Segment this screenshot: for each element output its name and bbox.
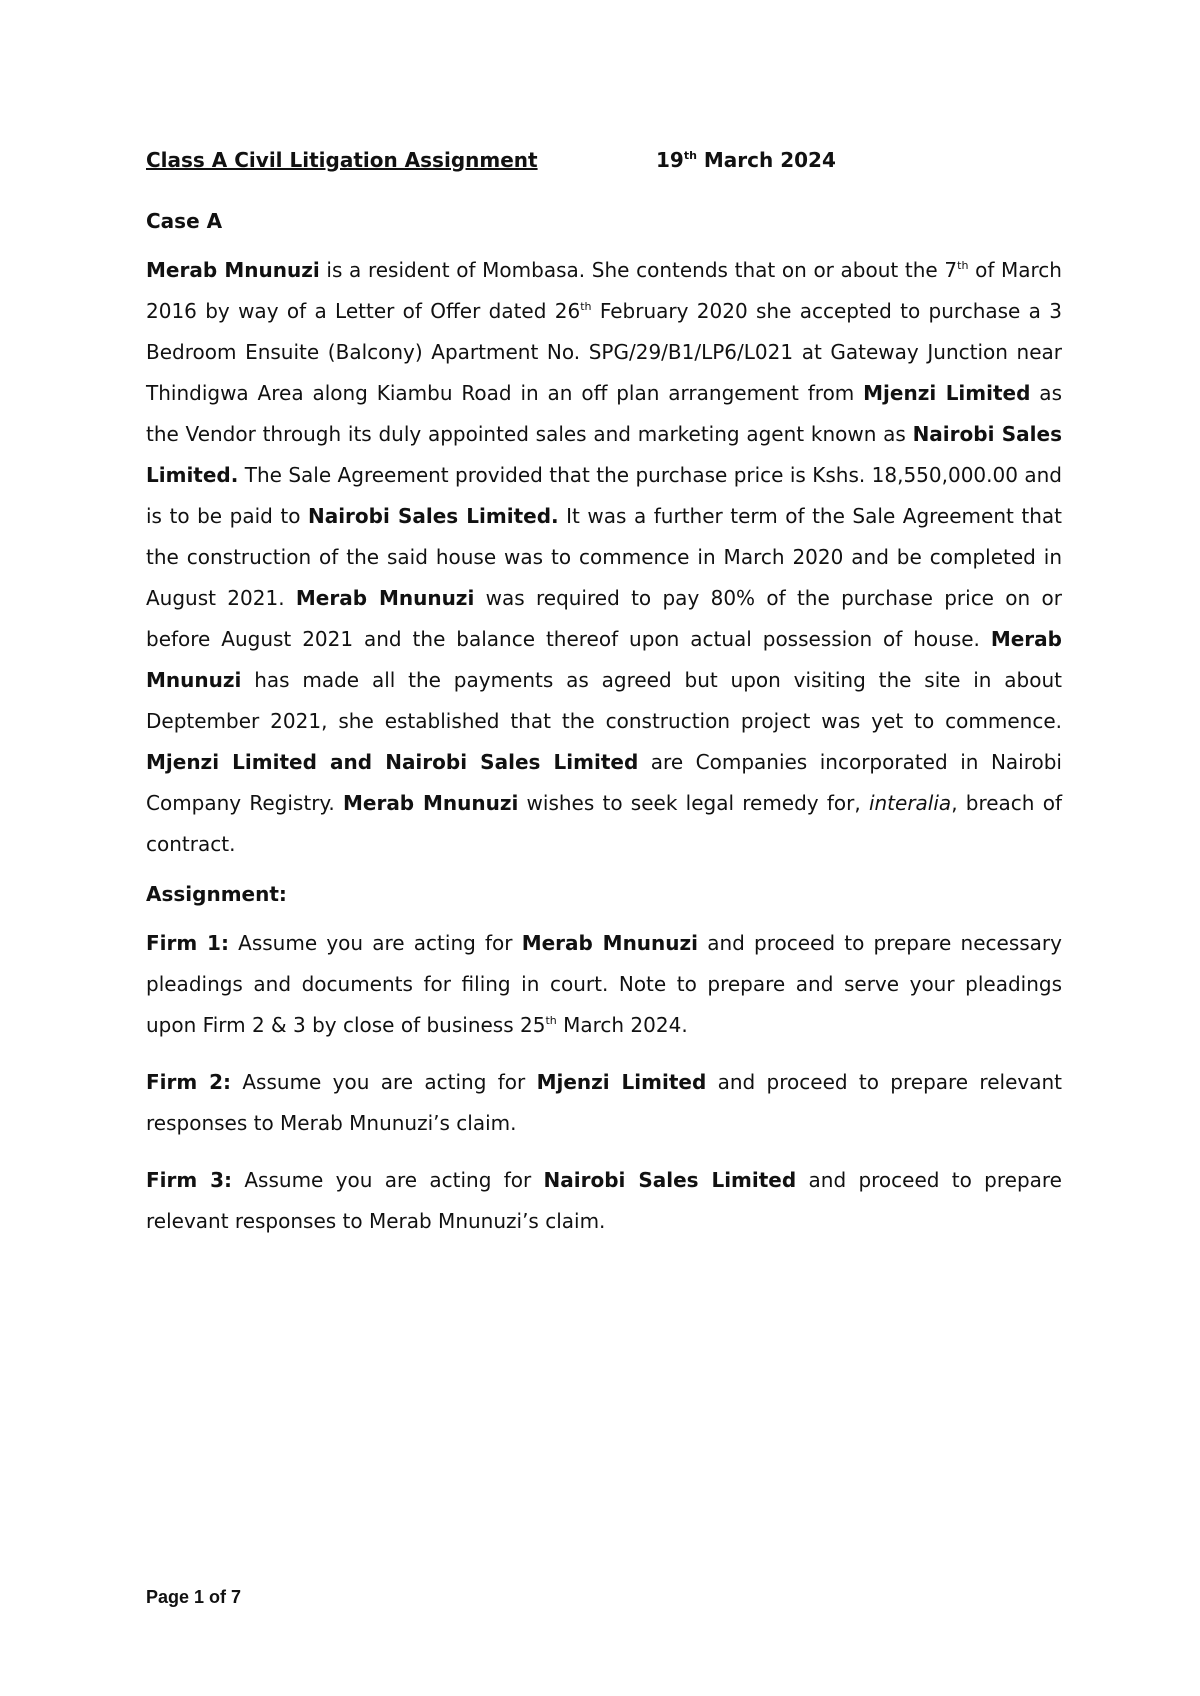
page-footer: Page 1 of 7 <box>146 1587 242 1607</box>
firm-2-paragraph: Firm 2: Assume you are acting for Mjenzi Limited and proceed to prepare relevant responses to Merab Mnunuzi’s claim. <box>146 1070 1062 1135</box>
case-facts-paragraph: Merab Mnunuzi is a resident of Mombasa. She contends that on or about the 7th of March 2016 by way of a Letter of Offer dated 26th February 2020 she accepted to purchase a 3 Bedroom Ensuite (Balcony) Apartment No. SPG/29/B1/LP6/L021 at Gateway Junction near Thindigwa Area along Kiambu Road in an off plan arrangement from Mjenzi Limited as the Vendor through its duly appointed sales and marketing agent known as Nairobi Sales Limited. The Sale Agreement provided that the purchase price is Kshs. 18,550,000.00 and is to be paid to Nairobi Sales Limited. It was a further term of the Sale Agreement that the construction of the said house was to commence in March 2020 and be completed in August 2021. Merab Mnunuzi was required to pay 80% of the purchase price on or before August 2021 and the balance thereof upon actual possession of house. Merab Mnunuzi has made all the payments as agreed but upon visiting the site in about Deptember 2021, she established that the construction project was yet to commence. Mjenzi Limited and Nairobi Sales Limited are Companies incorporated in Nairobi Company Registry. Merab Mnunuzi wishes to seek legal remedy for, interalia, breach of contract. <box>146 258 1062 856</box>
assignment-date: 19th March 2024 <box>656 148 836 172</box>
document-header <box>146 148 1066 172</box>
page-total: 7 <box>231 1587 242 1607</box>
case-heading: Case A <box>146 209 223 233</box>
assignment-heading: Assignment: <box>146 882 287 906</box>
assignment-title: Class A Civil Litigation Assignment <box>146 148 538 172</box>
document-body <box>146 208 1062 1258</box>
page-number: 1 <box>194 1587 205 1607</box>
firm-1-paragraph: Firm 1: Assume you are acting for Merab Mnunuzi and proceed to prepare necessary pleadings and documents for filing in court. Note to prepare and serve your pleadings upon Firm 2 & 3 by close of business 25th March 2024. <box>146 931 1062 1037</box>
firm-3-paragraph: Firm 3: Assume you are acting for Nairobi Sales Limited and proceed to prepare relevant responses to Merab Mnunuzi’s claim. <box>146 1168 1062 1233</box>
